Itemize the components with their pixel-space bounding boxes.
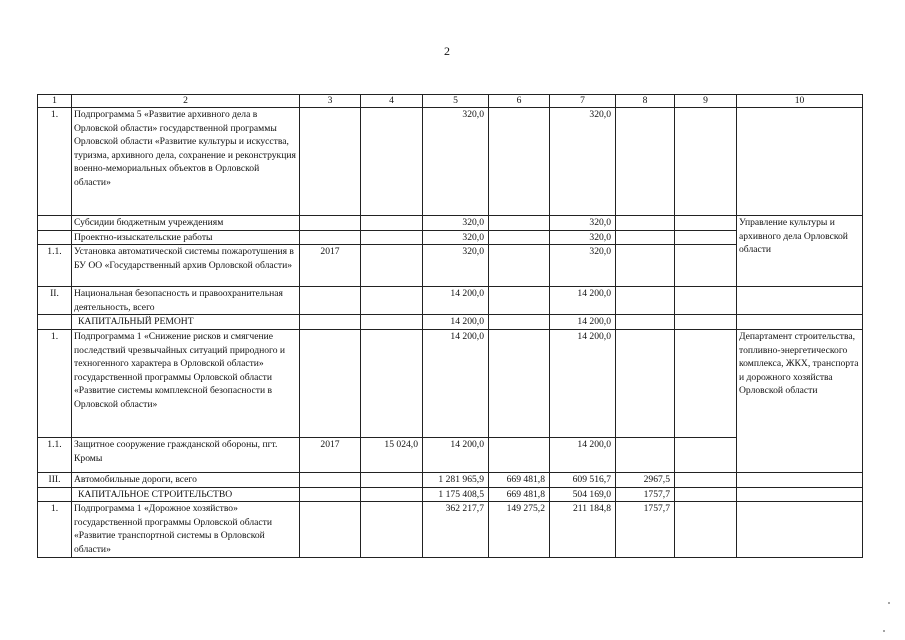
header-cell: 10 [737, 95, 863, 108]
cell-other [675, 216, 737, 231]
cell-regional: 211 184,8 [550, 502, 616, 558]
cell-responsible [737, 502, 863, 558]
cell-other [675, 230, 737, 245]
table-row [38, 329, 863, 437]
cell-total: 1 281 965,9 [423, 472, 489, 487]
table-row [38, 472, 863, 487]
cell-federal: 149 275,2 [489, 502, 550, 558]
cell-total: 320,0 [423, 216, 489, 231]
budget-table [37, 94, 863, 558]
row-name: КАПИТАЛЬНЫЙ РЕМОНТ [72, 315, 300, 330]
cell-cost: 15 024,0 [361, 437, 423, 472]
header-cell: 6 [489, 95, 550, 108]
cell-responsible: Управление культуры и архивного дела Орловской области [737, 216, 863, 287]
scan-speck [888, 602, 890, 604]
cell-cost [361, 287, 423, 315]
cell-cost [361, 216, 423, 231]
cell-year [300, 502, 361, 558]
cell-regional: 609 516,7 [550, 472, 616, 487]
header-cell: 9 [675, 95, 737, 108]
cell-other [675, 502, 737, 558]
cell-other [675, 315, 737, 330]
row-name: Подпрограмма 1 «Дорожное хозяйство» государственной программы Орловской области «Развитие транспортной системы в Орловской области» [72, 502, 300, 558]
cell-total: 14 200,0 [423, 437, 489, 472]
cell-cost [361, 472, 423, 487]
row-number: 1. [38, 329, 72, 437]
header-cell: 1 [38, 95, 72, 108]
header-cell: 5 [423, 95, 489, 108]
table-row [38, 287, 863, 315]
row-number: 1. [38, 108, 72, 216]
table-row [38, 487, 863, 502]
cell-federal: 669 481,8 [489, 487, 550, 502]
row-number: 1.1. [38, 437, 72, 472]
row-name: Защитное сооружение гражданской обороны, пгт. Кромы [72, 437, 300, 472]
row-name: Национальная безопасность и правоохранительная деятельность, всего [72, 287, 300, 315]
cell-local [616, 216, 675, 231]
cell-year [300, 230, 361, 245]
page-number: 2 [444, 44, 450, 58]
cell-other [675, 245, 737, 287]
cell-year: 2017 [300, 437, 361, 472]
cell-local: 1757,7 [616, 487, 675, 502]
cell-federal [489, 329, 550, 437]
header-cell: 8 [616, 95, 675, 108]
cell-other [675, 487, 737, 502]
table-row [38, 502, 863, 558]
cell-other [675, 472, 737, 487]
cell-regional: 14 200,0 [550, 329, 616, 437]
header-cell: 4 [361, 95, 423, 108]
cell-local [616, 287, 675, 315]
cell-federal [489, 230, 550, 245]
header-cell: 3 [300, 95, 361, 108]
cell-total: 320,0 [423, 245, 489, 287]
cell-year: 2017 [300, 245, 361, 287]
cell-total: 14 200,0 [423, 329, 489, 437]
cell-cost [361, 245, 423, 287]
cell-total: 362 217,7 [423, 502, 489, 558]
cell-regional: 320,0 [550, 245, 616, 287]
cell-cost [361, 487, 423, 502]
cell-local: 1757,7 [616, 502, 675, 558]
cell-total: 320,0 [423, 108, 489, 216]
row-name: Подпрограмма 5 «Развитие архивного дела в Орловской области» государственной программы Орловской области «Развитие культуры и искусства, туризма, архивного дела, сохранение и реконструкция военно-мемориальных объектов в Орловской области» [72, 108, 300, 216]
row-number: 1.1. [38, 245, 72, 287]
row-number: III. [38, 472, 72, 487]
cell-cost [361, 502, 423, 558]
row-number: 1. [38, 502, 72, 558]
cell-total: 1 175 408,5 [423, 487, 489, 502]
cell-federal [489, 216, 550, 231]
cell-responsible [737, 287, 863, 315]
cell-local [616, 245, 675, 287]
scan-speck [883, 630, 885, 632]
cell-year [300, 472, 361, 487]
cell-regional: 504 169,0 [550, 487, 616, 502]
row-name: Субсидии бюджетным учреждениям [72, 216, 300, 231]
row-number [38, 230, 72, 245]
cell-total: 14 200,0 [423, 287, 489, 315]
cell-local [616, 437, 675, 472]
cell-total: 320,0 [423, 230, 489, 245]
cell-federal: 669 481,8 [489, 472, 550, 487]
row-number [38, 315, 72, 330]
cell-cost [361, 230, 423, 245]
cell-responsible [737, 315, 863, 330]
cell-other [675, 329, 737, 437]
header-cell: 2 [72, 95, 300, 108]
header-cell: 7 [550, 95, 616, 108]
cell-responsible [737, 472, 863, 487]
cell-local: 2967,5 [616, 472, 675, 487]
cell-other [675, 287, 737, 315]
cell-regional: 320,0 [550, 108, 616, 216]
row-name: Проектно-изыскательские работы [72, 230, 300, 245]
cell-regional: 320,0 [550, 230, 616, 245]
cell-federal [489, 245, 550, 287]
cell-year [300, 108, 361, 216]
cell-local [616, 315, 675, 330]
cell-regional: 320,0 [550, 216, 616, 231]
cell-federal [489, 315, 550, 330]
cell-year [300, 329, 361, 437]
row-number [38, 487, 72, 502]
row-name: Установка автоматической системы пожаротушения в БУ ОО «Государственный архив Орловской области» [72, 245, 300, 287]
cell-cost [361, 329, 423, 437]
cell-responsible [737, 108, 863, 216]
table-row [38, 315, 863, 330]
cell-other [675, 437, 737, 472]
cell-responsible [737, 487, 863, 502]
row-name: Автомобильные дороги, всего [72, 472, 300, 487]
row-number [38, 216, 72, 231]
cell-cost [361, 108, 423, 216]
row-name: КАПИТАЛЬНОЕ СТРОИТЕЛЬСТВО [72, 487, 300, 502]
header-row [38, 95, 863, 108]
cell-local [616, 329, 675, 437]
cell-local [616, 230, 675, 245]
cell-federal [489, 287, 550, 315]
cell-regional: 14 200,0 [550, 287, 616, 315]
cell-year [300, 315, 361, 330]
cell-cost [361, 315, 423, 330]
row-name: Подпрограмма 1 «Снижение рисков и смягчение последствий чрезвычайных ситуаций природного и техногенного характера в Орловской области» государственной программы Орловской области «Развитие системы комплексной безопасности в Орловской области» [72, 329, 300, 437]
cell-other [675, 108, 737, 216]
cell-year [300, 216, 361, 231]
cell-federal [489, 108, 550, 216]
cell-local [616, 108, 675, 216]
cell-federal [489, 437, 550, 472]
cell-year [300, 287, 361, 315]
cell-regional: 14 200,0 [550, 437, 616, 472]
table-row [38, 216, 863, 231]
cell-total: 14 200,0 [423, 315, 489, 330]
cell-year [300, 487, 361, 502]
row-number: II. [38, 287, 72, 315]
cell-responsible: Департамент строительства, топливно-энергетического комплекса, ЖКХ, транспорта и дорожного хозяйства Орловской области [737, 329, 863, 472]
cell-regional: 14 200,0 [550, 315, 616, 330]
table-row [38, 108, 863, 216]
